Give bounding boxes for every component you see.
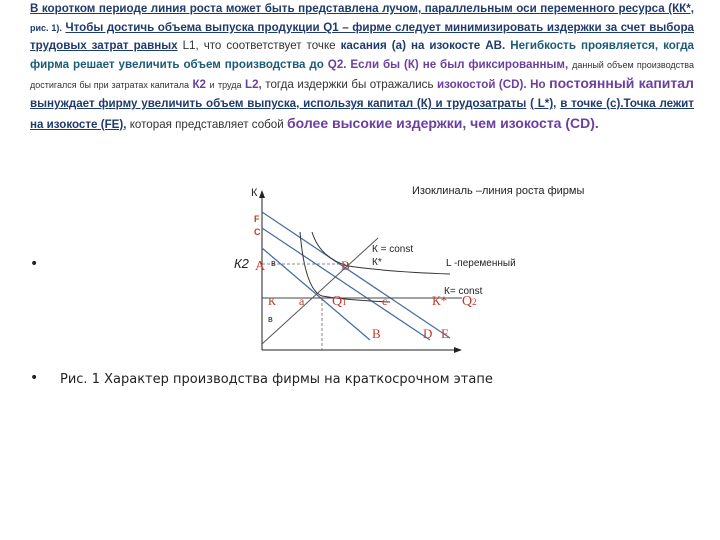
isocline <box>262 238 378 344</box>
l2-label: L2, <box>245 78 262 92</box>
and-word: и <box>209 80 215 91</box>
isocost-cd: изокостой (CD). <box>437 78 527 92</box>
sentence-5: Если бы (К) не был фиксированным, <box>350 57 569 71</box>
point-a-lower-label: а <box>299 294 305 308</box>
point-c-sentence: в точке (с).Точка лежит на изокосте (FE), <box>30 96 694 131</box>
sentence-4: Негибкость проявляется, когда фирма решает увеличить объем производства до <box>30 39 695 71</box>
isocost-ab: АВ. <box>485 39 506 53</box>
q2-label: Q2. <box>327 57 347 71</box>
variable-labor-label: L -переменный <box>446 258 516 269</box>
q1-label <box>332 294 347 309</box>
k-const-upper-label: К = const <box>372 244 414 255</box>
k-star-upper-label: К* <box>372 257 382 268</box>
k-star-lower-label: К* <box>432 293 448 308</box>
bullet-2: • <box>30 370 39 386</box>
then-word: тогда <box>265 78 294 92</box>
figure-reference: рис. 1). <box>30 22 62 33</box>
l-star-label: ( L*), <box>530 96 557 110</box>
point-e-label: E <box>441 326 449 341</box>
expansion-path-label: Изоклиналь –линия роста фирмы <box>412 185 585 197</box>
point-b-lower-label: B <box>372 326 381 341</box>
point-d-label: D <box>423 326 433 341</box>
q2-letter: Q <box>462 294 473 309</box>
sentence-2-tail: L1, что соответствует точке <box>182 39 336 53</box>
point-b-upper-label: B <box>341 258 350 273</box>
point-c-axis-label: C <box>254 227 261 237</box>
k2-label: К2 <box>192 78 206 92</box>
point-c-lower-label: с <box>382 294 388 308</box>
q2-label <box>462 294 477 309</box>
small-v-lower-label: в <box>268 314 273 324</box>
k-const-lower-label: К= const <box>444 286 483 297</box>
q1-subscript: 1 <box>342 297 347 307</box>
q2-subscript: 2 <box>472 297 477 307</box>
sentence-6: данный объем производства достигался бы при затратах капитала <box>30 59 694 91</box>
sentence-8: издержки бы отражались <box>297 78 434 92</box>
sentence-2: Чтобы достичь объема выпуска продукции Q1 – фирме следует минимизировать издержки за счет выбора трудовых затрат равных <box>30 20 694 53</box>
point-a-upper-label: A <box>255 259 266 274</box>
bullet-1: • <box>30 256 39 272</box>
k-lower-label: К <box>268 294 277 308</box>
isocost-fe <box>262 212 450 338</box>
point-f-label: F <box>254 214 260 224</box>
sentence-10: которая представляет собой <box>129 117 284 131</box>
capital-axis-label: К <box>251 187 258 199</box>
but-word: Но <box>530 78 546 92</box>
k2-axis-label: К2 <box>234 256 249 271</box>
capital-axis-arrow <box>259 190 265 198</box>
small-v-upper-label: в <box>271 258 276 268</box>
labor-axis-arrow <box>454 347 462 353</box>
figure-caption: Рис. 1 Характер производства фирмы на краткосрочном этапе <box>60 372 493 387</box>
q1-letter: Q <box>332 294 343 309</box>
sentence-9: вынуждает фирму увеличить объем выпуска, используя капитал (К) и трудозатраты <box>30 96 527 110</box>
sentence-3: касания (а) на изокосте <box>340 39 481 53</box>
labor-word: труда <box>218 80 242 91</box>
sentence-1: В коротком периоде линия роста может быть представлена лучом, параллельным оси переменного ресурса (КК*, <box>30 2 694 15</box>
fixed-capital-phrase: постоянный капитал <box>549 75 694 92</box>
higher-cost-phrase: более высокие издержки, чем изокоста (CD). <box>286 114 599 131</box>
